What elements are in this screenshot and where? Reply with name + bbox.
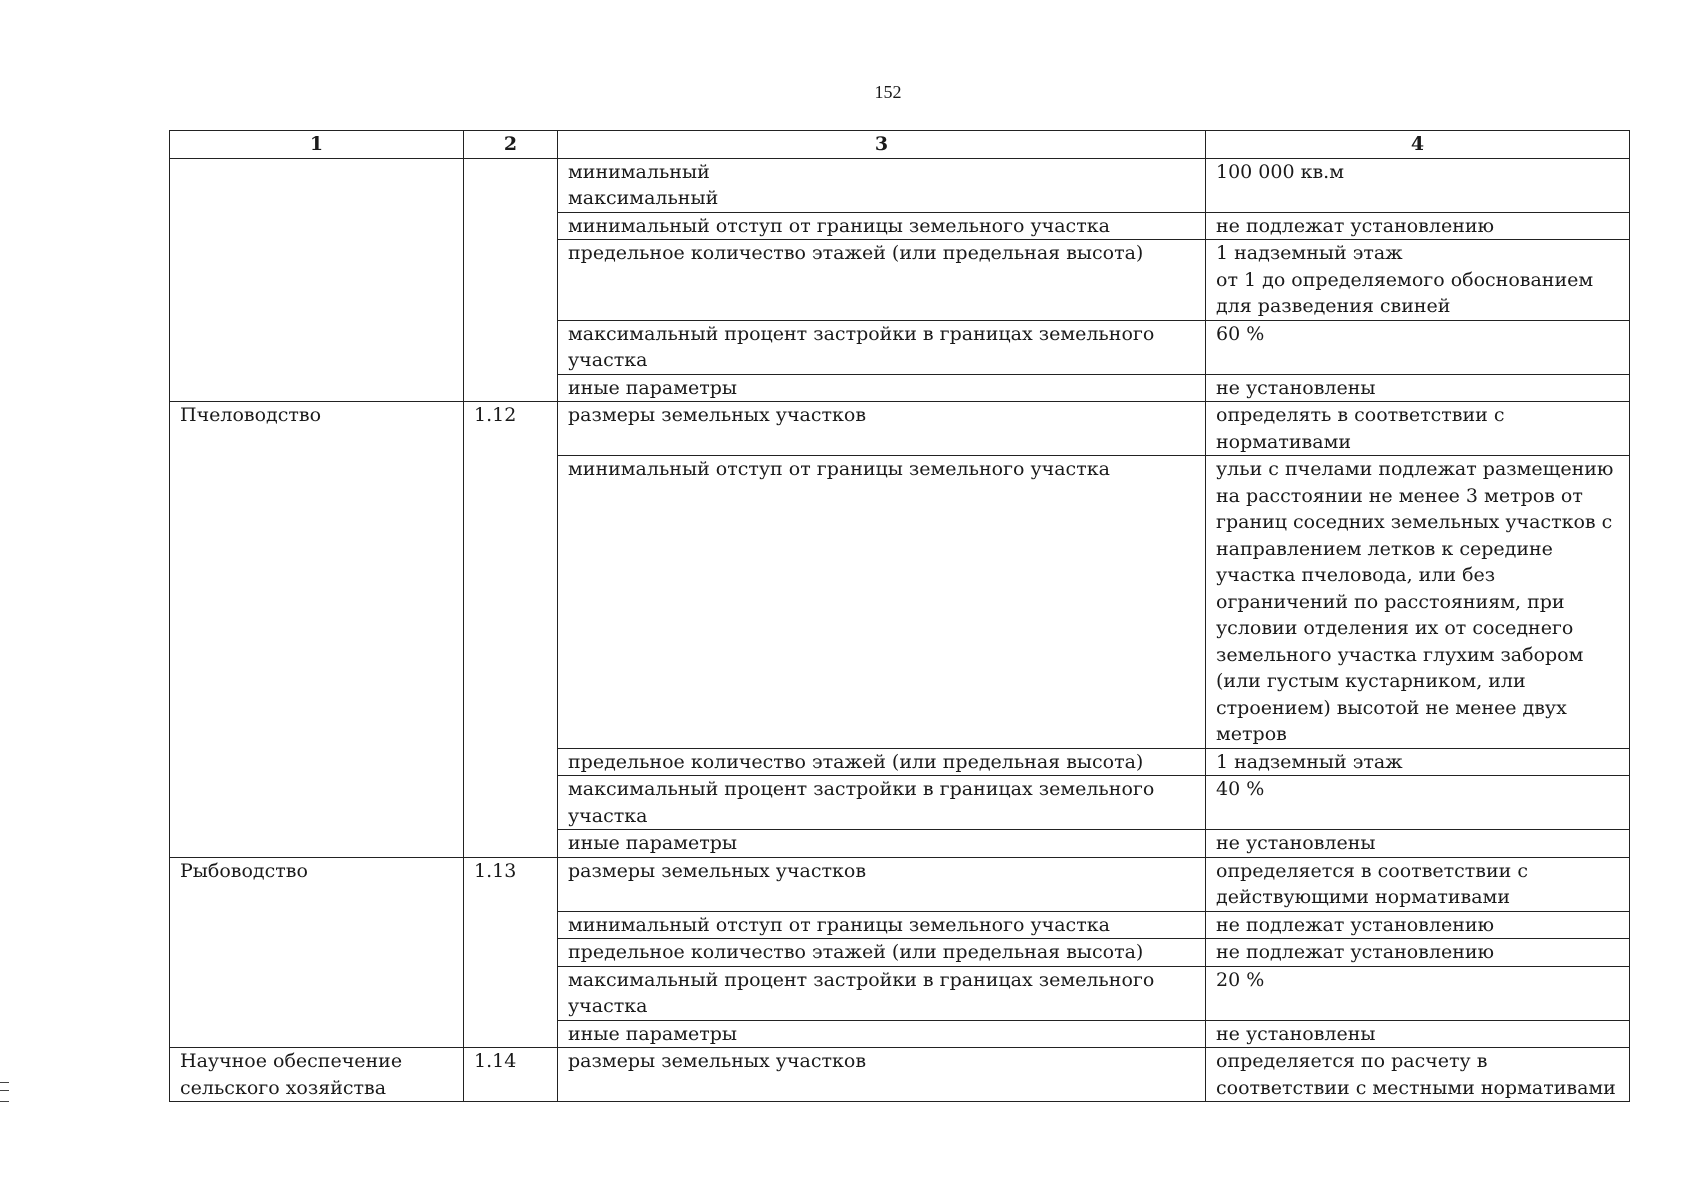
value-cell: не подлежат установлению xyxy=(1206,939,1630,967)
use-name-cell: Научное обеспечение сельского хозяйства xyxy=(170,1048,464,1102)
table-row xyxy=(170,402,1630,456)
value-cell: 1 надземный этаж xyxy=(1206,748,1630,776)
use-code-cell: 1.14 xyxy=(464,1048,558,1102)
table-row xyxy=(170,158,1630,212)
param-cell: минимальный отступ от границы земельного участка xyxy=(558,456,1206,749)
page-number: 152 xyxy=(874,82,902,102)
value-cell: не установлены xyxy=(1206,1020,1630,1048)
use-name-cell: Рыбоводство xyxy=(170,857,464,1048)
use-name-cell xyxy=(170,158,464,402)
param-cell: максимальный процент застройки в границах земельного участка xyxy=(558,776,1206,830)
value-cell: не установлены xyxy=(1206,830,1630,858)
header-col-1: 1 xyxy=(170,131,464,159)
param-cell: минимальный отступ от границы земельного участка xyxy=(558,212,1206,240)
param-cell: иные параметры xyxy=(558,1020,1206,1048)
use-code-cell: 1.12 xyxy=(464,402,558,858)
value-cell: 1 надземный этаж от 1 до определяемого обоснованием для разведения свиней xyxy=(1206,240,1630,321)
value-cell: 60 % xyxy=(1206,320,1630,374)
value-cell: не подлежат установлению xyxy=(1206,212,1630,240)
param-cell: максимальный процент застройки в границах земельного участка xyxy=(558,966,1206,1020)
param-cell: предельное количество этажей (или предельная высота) xyxy=(558,939,1206,967)
param-cell: иные параметры xyxy=(558,374,1206,402)
param-cell: иные параметры xyxy=(558,830,1206,858)
value-cell: ульи с пчелами подлежат размещению на расстоянии не менее 3 метров от границ соседних земельных участков с направлением летков к середине участка пчеловода, или без ограничений по расстояниям, при условии отделения их от соседнего земельного участка глухим забором (или густым кустарником, или строением) высотой не менее двух метров xyxy=(1206,456,1630,749)
header-col-3: 3 xyxy=(558,131,1206,159)
zoning-parameters-table xyxy=(169,130,1630,1102)
value-cell: 40 % xyxy=(1206,776,1630,830)
scan-edge-mark xyxy=(0,1082,9,1102)
param-cell: максимальный процент застройки в границах земельного участка xyxy=(558,320,1206,374)
use-name-cell: Пчеловодство xyxy=(170,402,464,858)
param-cell: предельное количество этажей (или предельная высота) xyxy=(558,240,1206,321)
value-cell: определяется по расчету в соответствии с местными нормативами xyxy=(1206,1048,1630,1102)
param-cell: размеры земельных участков xyxy=(558,1048,1206,1102)
value-cell: не подлежат установлению xyxy=(1206,911,1630,939)
use-code-cell: 1.13 xyxy=(464,857,558,1048)
header-col-4: 4 xyxy=(1206,131,1630,159)
value-cell: определяется в соответствии с действующими нормативами xyxy=(1206,857,1630,911)
value-cell: определять в соответствии с нормативами xyxy=(1206,402,1630,456)
table-header-row xyxy=(170,131,1630,159)
param-cell: размеры земельных участков xyxy=(558,857,1206,911)
table-row xyxy=(170,1048,1630,1102)
table-row xyxy=(170,857,1630,911)
param-cell: минимальный отступ от границы земельного участка xyxy=(558,911,1206,939)
param-cell: размеры земельных участков xyxy=(558,402,1206,456)
value-cell: 20 % xyxy=(1206,966,1630,1020)
param-cell: минимальный максимальный xyxy=(558,158,1206,212)
header-col-2: 2 xyxy=(464,131,558,159)
value-cell: не установлены xyxy=(1206,374,1630,402)
use-code-cell xyxy=(464,158,558,402)
param-cell: предельное количество этажей (или предельная высота) xyxy=(558,748,1206,776)
value-cell: 100 000 кв.м xyxy=(1206,158,1630,212)
